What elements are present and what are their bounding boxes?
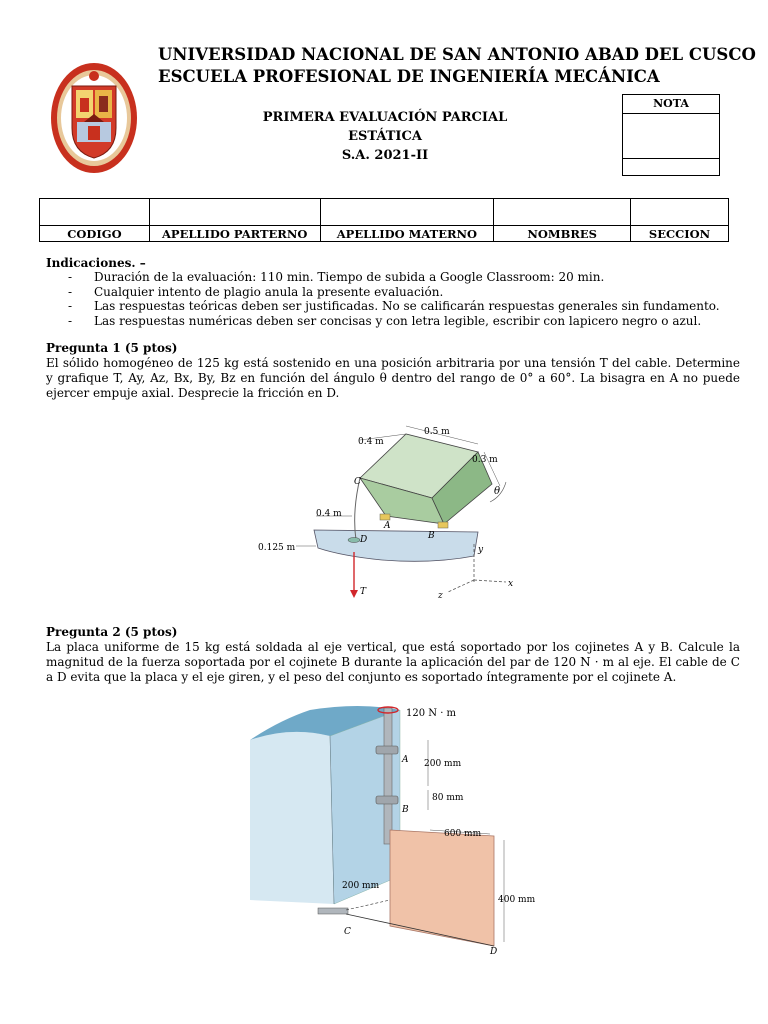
axis-y: y bbox=[478, 545, 484, 555]
point-b: B bbox=[428, 531, 435, 541]
apellido-paterno-field[interactable] bbox=[149, 199, 320, 226]
codigo-label: CODIGO bbox=[40, 226, 150, 242]
apellido-materno-field[interactable] bbox=[320, 199, 494, 226]
student-info-table bbox=[39, 198, 729, 242]
torque-label: 120 N · m bbox=[406, 708, 457, 719]
point-d: D bbox=[490, 947, 498, 957]
dim-04-top: 0.4 m bbox=[358, 437, 384, 447]
university-title bbox=[158, 44, 756, 88]
dim-80: 80 mm bbox=[432, 793, 464, 803]
point-c: C bbox=[354, 477, 361, 487]
exam-heading bbox=[240, 108, 530, 165]
dim-400: 400 mm bbox=[498, 895, 536, 905]
seccion-field[interactable] bbox=[631, 199, 729, 226]
point-b: B bbox=[402, 805, 409, 815]
nombres-label: NOMBRES bbox=[494, 226, 631, 242]
theta-label: θ bbox=[494, 486, 501, 497]
apellido-materno-label: APELLIDO MATERNO bbox=[320, 226, 494, 242]
dim-04-side: 0.4 m bbox=[316, 509, 342, 519]
codigo-field[interactable] bbox=[40, 199, 150, 226]
grade-label: NOTA bbox=[623, 95, 719, 114]
list-item: - Las respuestas teóricas deben ser justificadas. No se calificarán respuestas generales sin fundamento. bbox=[68, 299, 720, 313]
nombres-field[interactable] bbox=[494, 199, 631, 226]
question-1-figure bbox=[252, 412, 532, 612]
tension-t: T bbox=[360, 587, 367, 597]
point-d: D bbox=[360, 535, 368, 545]
list-item: - Duración de la evaluación: 110 min. Tiempo de subida a Google Classroom: 20 min. bbox=[68, 270, 605, 284]
university-name: UNIVERSIDAD NACIONAL DE SAN ANTONIO ABAD DEL CUSCO bbox=[158, 45, 756, 64]
dim-200b: 200 mm bbox=[342, 881, 380, 891]
dim-600: 600 mm bbox=[444, 829, 482, 839]
instructions-title: Indicaciones. – bbox=[46, 256, 146, 270]
exam-title: PRIMERA EVALUACIÓN PARCIAL bbox=[262, 110, 508, 125]
seccion-label: SECCION bbox=[631, 226, 729, 242]
question-2-figure bbox=[250, 700, 550, 960]
dim-200: 200 mm bbox=[424, 759, 462, 769]
university-seal-icon bbox=[50, 62, 138, 174]
apellido-paterno-label: APELLIDO PARTERNO bbox=[149, 226, 320, 242]
list-item: - Las respuestas numéricas deben ser concisas y con letra legible, escribir con lapicero negro o azul. bbox=[68, 313, 702, 328]
dim-03: 0.3 m bbox=[472, 455, 498, 465]
school-name: ESCUELA PROFESIONAL DE INGENIERÍA MECÁNICA bbox=[158, 67, 660, 86]
grade-box bbox=[622, 94, 720, 176]
question-1-title: Pregunta 1 (5 ptos) bbox=[46, 341, 178, 355]
dim-05: 0.5 m bbox=[424, 427, 450, 437]
point-a: A bbox=[402, 755, 409, 765]
question-1-text: El sólido homogéneo de 125 kg está sostenido en una posición arbitraria por una tensión T del cable. Determine y grafique T, Ay, Az, Bx, By, Bz en función del ángulo θ dentro del rango de 0° a 60°. La bisagra en A no puede ejercer empuje axial. Desprecie la fricción en D. bbox=[46, 356, 740, 400]
axis-z: z bbox=[438, 591, 443, 601]
semester: S.A. 2021-II bbox=[341, 148, 429, 163]
point-a: A bbox=[384, 521, 391, 531]
course-name: ESTÁTICA bbox=[348, 129, 422, 144]
dim-0125: 0.125 m bbox=[258, 543, 296, 553]
grade-field[interactable] bbox=[623, 114, 719, 159]
list-item: - Cualquier intento de plagio anula la presente evaluación. bbox=[68, 284, 444, 299]
point-c: C bbox=[344, 927, 351, 937]
question-2-title: Pregunta 2 (5 ptos) bbox=[46, 625, 178, 639]
axis-x: x bbox=[508, 579, 514, 589]
question-2-text: La placa uniforme de 15 kg está soldada al eje vertical, que está soportado por los cojinetes A y B. Calcule la magnitud de la fuerza soportada por el cojinete B durante la aplicación del par de 120 N · m al eje. El cable de C a D evita que la placa y el eje giren, y el peso del conjunto es soportado íntegramente por el cojinete A. bbox=[46, 640, 740, 684]
instructions-list bbox=[46, 270, 740, 328]
